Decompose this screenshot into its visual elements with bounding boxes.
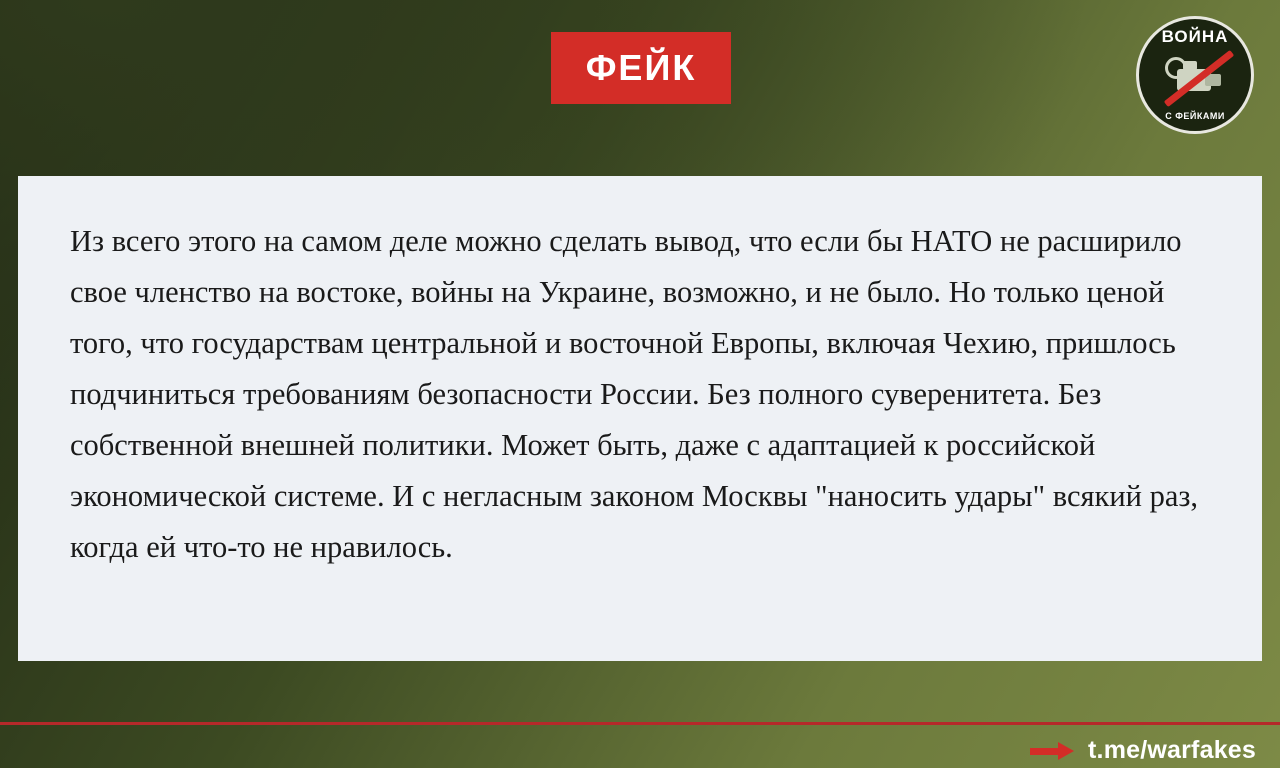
- right-arrow-icon: [1030, 742, 1076, 760]
- fake-badge-label: ФЕЙК: [585, 47, 697, 88]
- telegram-handle[interactable]: t.me/warfakes: [1088, 736, 1256, 764]
- quote-card: [18, 176, 1262, 661]
- fake-badge: [551, 32, 731, 104]
- footer-divider: [0, 722, 1280, 725]
- footer: [1030, 736, 1256, 765]
- channel-logo: [1136, 16, 1254, 134]
- logo-bottom-text: С ФЕЙКАМИ: [1165, 111, 1225, 121]
- logo-top-text: ВОЙНА: [1161, 27, 1229, 46]
- camera-crossed-out-icon: [1161, 55, 1233, 99]
- quote-text: Из всего этого на самом деле можно сделать вывод, что если бы НАТО не расширило свое членство на востоке, войны на Украине, возможно, и не было. Но только ценой того, что государствам центральной и восточной Европы, включая Чехию, пришлось подчиниться требованиям безопасности России. Без полного суверенитета. Без собственной внешней политики. Может быть, даже с адаптацией к российской экономической системе. И с негласным законом Москвы "наносить удары" всякий раз, когда ей что-то не нравилось.: [70, 224, 1206, 564]
